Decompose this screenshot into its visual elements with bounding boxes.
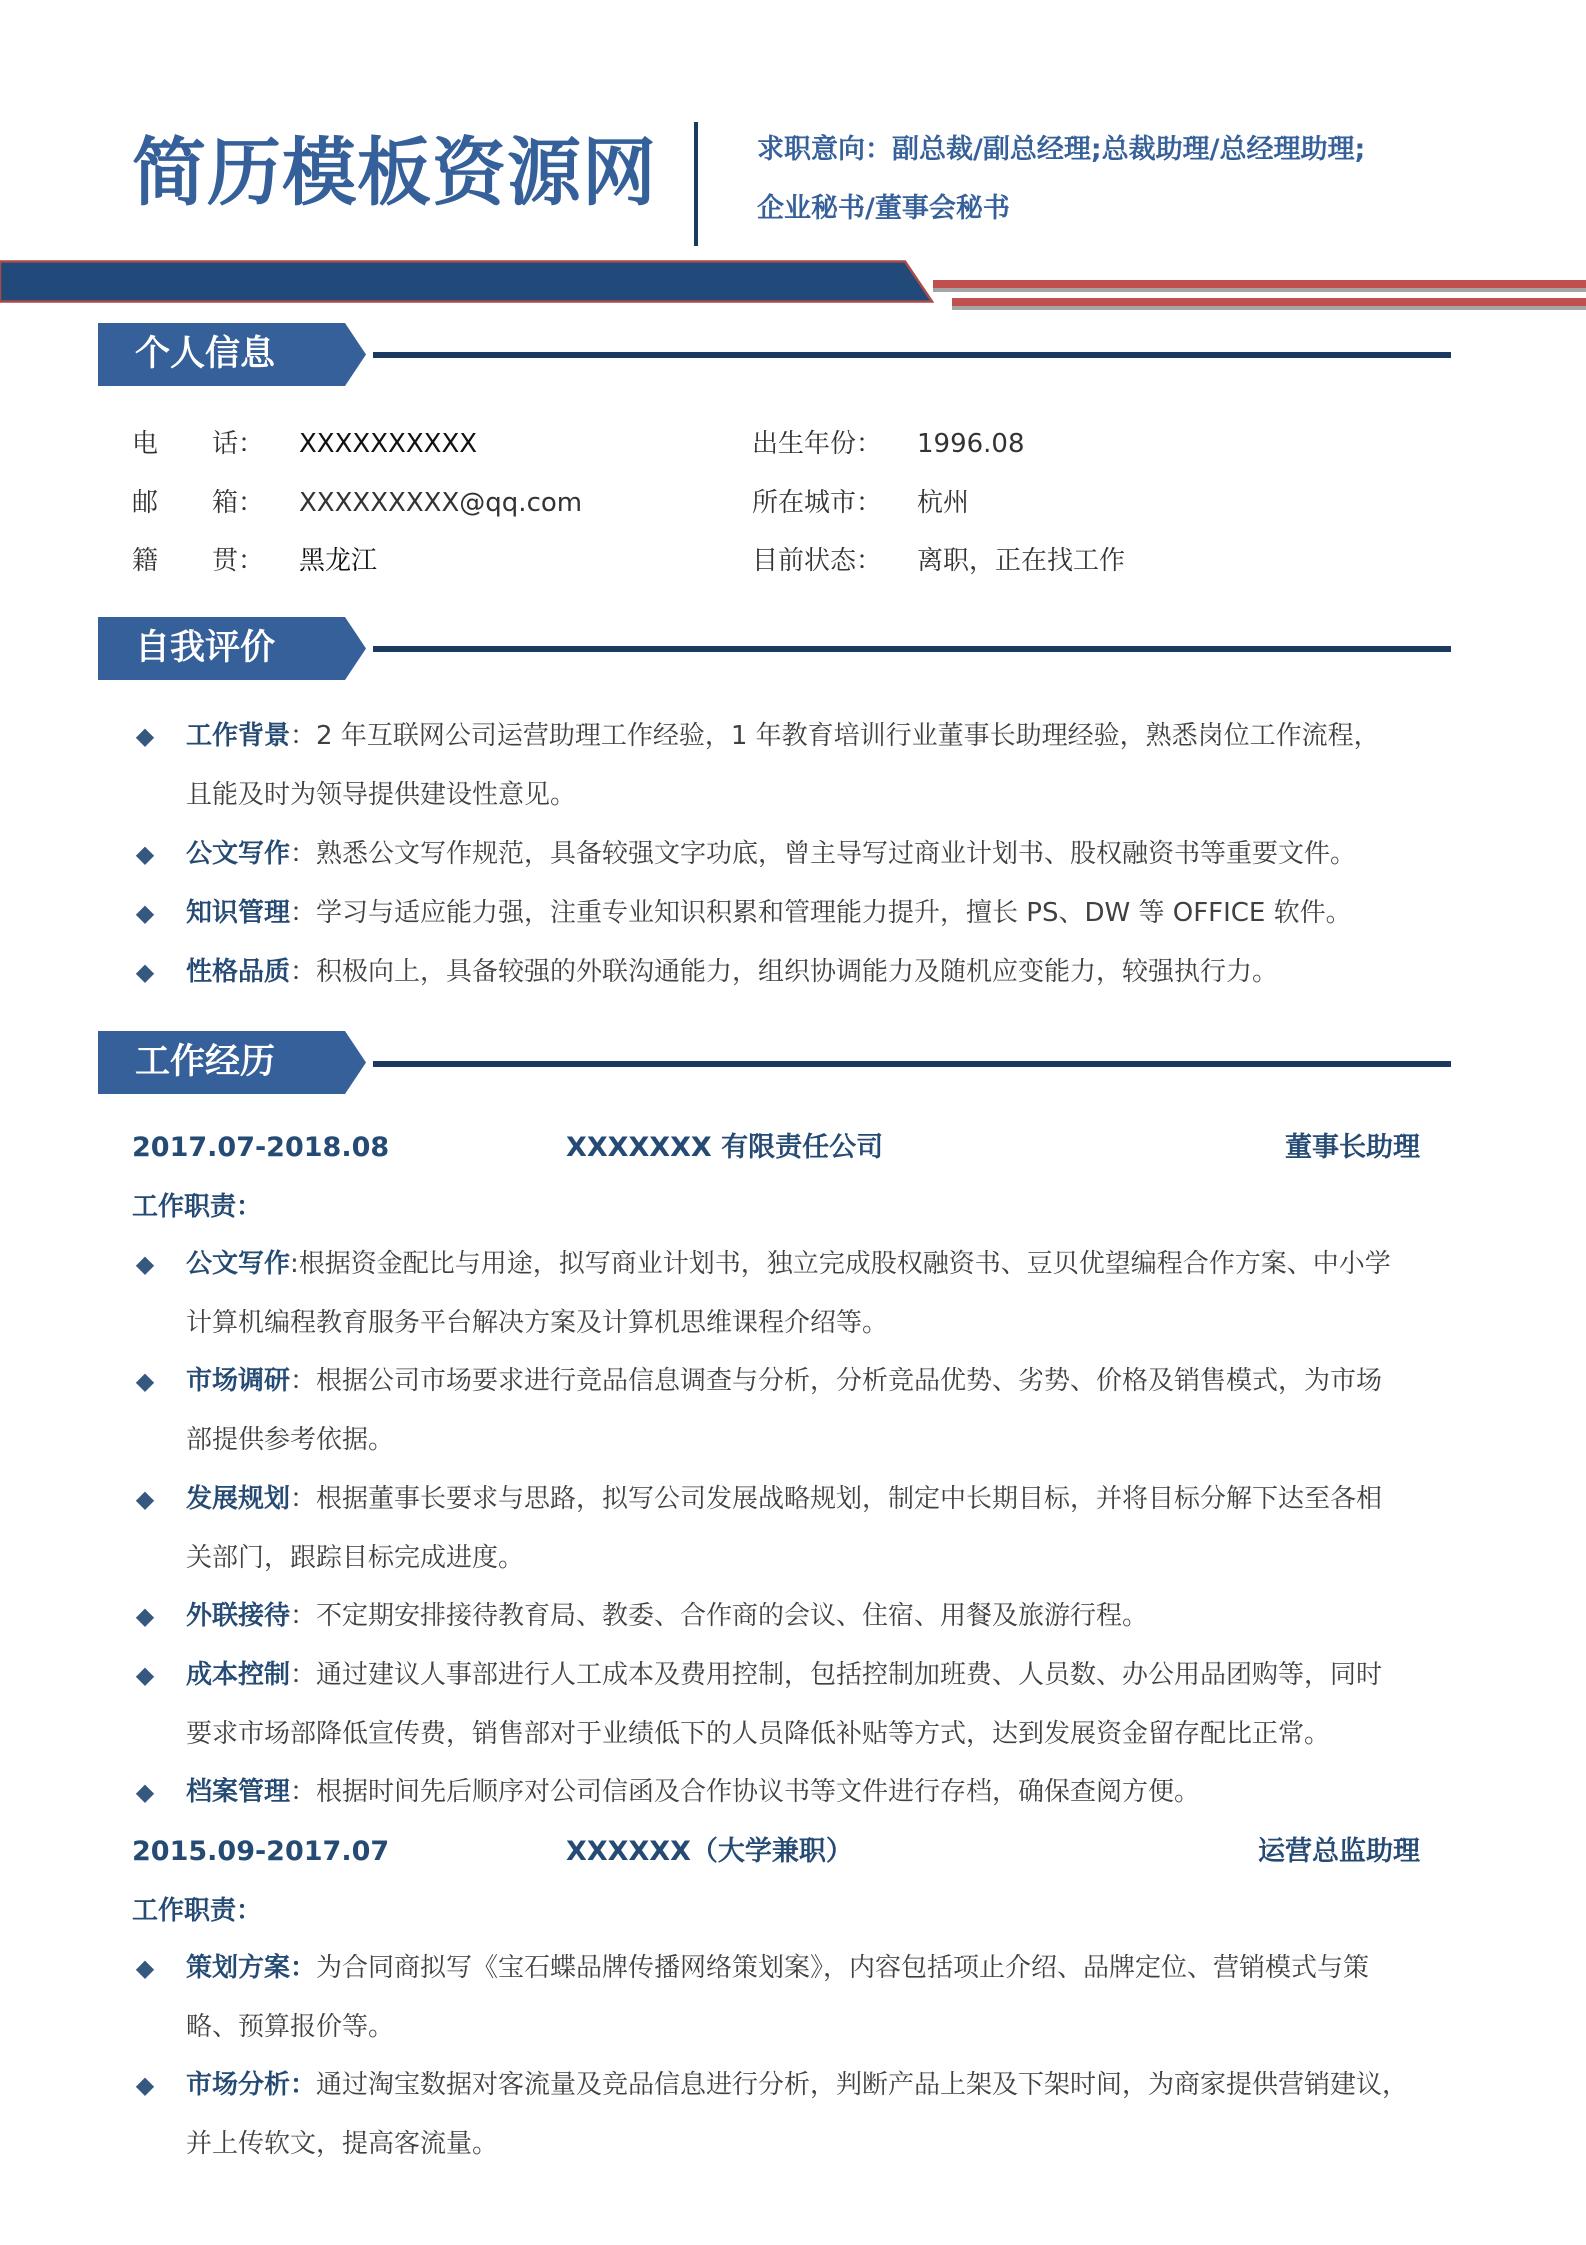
item-text: 根据董事长要求与思路，拟写公司发展战略规划，制定中长期目标，并将目标分解下达至各相 <box>316 1484 1383 1514</box>
city-value: 杭州 <box>917 488 970 518</box>
diamond-bullet-icon: ◆ <box>135 1367 155 1395</box>
section-title: 个人信息 <box>135 334 276 374</box>
item-text: 根据资金配比与用途，拟写商业计划书，独立完成股权融资书、豆贝优望编程合作方案、中小学 <box>298 1249 1391 1279</box>
item-text-cont: 计算机编程教育服务平台解决方案及计算机思维课程介绍等。 <box>186 1308 889 1338</box>
job-role: 董事长助理 <box>1285 1132 1420 1163</box>
item-text: 根据公司市场要求进行竞品信息调查与分析，分析竞品优势、劣势、价格及销售模式，为市场 <box>316 1366 1383 1396</box>
section-title: 自我评价 <box>135 628 276 668</box>
item-text: 通过淘宝数据对客流量及竞品信息进行分析，判断产品上架及下架时间，为商家提供营销建议， <box>316 2070 1409 2100</box>
header-band <box>0 260 934 303</box>
info-label: 贯： <box>212 546 265 576</box>
item-sep: ： <box>290 839 317 869</box>
email-value: XXXXXXXXX@qq.com <box>299 488 583 518</box>
item-key: 知识管理 <box>186 898 291 928</box>
info-label: 邮 <box>132 488 159 518</box>
info-label: 箱： <box>212 488 265 518</box>
item-text-cont: 略、预算报价等。 <box>186 2012 395 2042</box>
section-rule <box>373 1061 1451 1067</box>
section-header-personal-info <box>98 323 368 386</box>
item-sep: ： <box>290 721 317 751</box>
status-value: 离职，正在找工作 <box>917 546 1126 576</box>
info-label: 出生年份： <box>752 429 883 459</box>
section-title: 工作经历 <box>135 1042 276 1082</box>
item-text: 不定期安排接待教育局、教委、合作商的会议、住宿、用餐及旅游行程。 <box>316 1601 1149 1631</box>
item-key: 成本控制 <box>186 1660 291 1690</box>
job-role: 运营总监助理 <box>1258 1836 1420 1867</box>
item-sep: ： <box>290 1366 317 1396</box>
info-label: 所在城市： <box>752 488 883 518</box>
section-header-work-experience <box>98 1031 368 1094</box>
item-sep: ： <box>290 1777 317 1807</box>
item-text-cont: 关部门，跟踪目标完成进度。 <box>186 1543 525 1573</box>
item-key: 工作背景 <box>186 721 291 751</box>
item-text-cont: 部提供参考依据。 <box>186 1425 395 1455</box>
duty-label: 工作职责： <box>132 1192 263 1222</box>
item-key: 策划方案： <box>186 1953 317 1983</box>
item-key: 市场调研 <box>186 1366 291 1396</box>
diamond-bullet-icon: ◆ <box>135 1954 155 1982</box>
header-divider <box>694 122 698 246</box>
item-text-cont: 要求市场部降低宣传费，销售部对于业绩低下的人员降低补贴等方式，达到发展资金留存配比正常。 <box>186 1719 1331 1749</box>
item-text: 根据时间先后顺序对公司信函及合作协议书等文件进行存档，确保查阅方便。 <box>316 1777 1201 1807</box>
job-period: 2017.07-2018.08 <box>132 1132 390 1163</box>
section-rule <box>373 646 1451 652</box>
info-label: 籍 <box>132 546 159 576</box>
job-company: XXXXXX（大学兼职） <box>566 1836 853 1867</box>
self-eval-item <box>132 707 1422 825</box>
item-key: 市场分析： <box>186 2070 317 2100</box>
item-text: 熟悉公文写作规范，具备较强文字功底，曾主导写过商业计划书、股权融资书等重要文件。 <box>316 839 1357 869</box>
birth-year-value: 1996.08 <box>917 429 1025 459</box>
section-header-self-evaluation <box>98 617 368 680</box>
diamond-bullet-icon: ◆ <box>135 899 155 927</box>
item-key: 档案管理 <box>186 1777 291 1807</box>
item-key: 公文写作 <box>186 839 291 869</box>
hometown-value: 黑龙江 <box>299 546 378 576</box>
info-label: 话： <box>212 429 265 459</box>
diamond-bullet-icon: ◆ <box>135 722 155 750</box>
diamond-bullet-icon: ◆ <box>135 840 155 868</box>
duty-label: 工作职责： <box>132 1896 263 1926</box>
item-sep: ： <box>290 1484 317 1514</box>
job-intent-line-1: 求职意向：副总裁/副总经理;总裁助理/总经理助理; <box>757 134 1366 165</box>
item-text: 2 年互联网公司运营助理工作经验，1 年教育培训行业董事长助理经验，熟悉岗位工作流程， <box>316 721 1380 751</box>
item-sep: ： <box>290 1660 317 1690</box>
item-key: 公文写作 <box>186 1249 291 1279</box>
item-text: 学习与适应能力强，注重专业知识积累和管理能力提升，擅长 PS、DW 等 OFFICE 软件。 <box>316 898 1352 928</box>
item-text: 通过建议人事部进行人工成本及费用控制，包括控制加班费、人员数、办公用品团购等，同时 <box>316 1660 1383 1690</box>
item-sep: : <box>290 1249 299 1279</box>
item-text: 积极向上，具备较强的外联沟通能力，组织协调能力及随机应变能力，较强执行力。 <box>316 957 1279 987</box>
item-text: 为合同商拟写《宝石蝶品牌传播网络策划案》，内容包括项止介绍、品牌定位、营销模式与策 <box>316 1953 1370 1983</box>
item-text-cont: 并上传软文，提高客流量。 <box>186 2129 499 2159</box>
diamond-bullet-icon: ◆ <box>135 1485 155 1513</box>
info-label: 目前状态： <box>752 546 883 576</box>
header-stripe-bottom <box>952 298 1586 306</box>
diamond-bullet-icon: ◆ <box>135 1661 155 1689</box>
info-label: 电 <box>132 429 159 459</box>
item-sep: ： <box>290 957 317 987</box>
item-sep: ： <box>290 1601 317 1631</box>
brand-title: 简历模板资源网 <box>132 130 657 216</box>
diamond-bullet-icon: ◆ <box>135 1602 155 1630</box>
job-company: XXXXXXX 有限责任公司 <box>566 1132 884 1163</box>
item-key: 性格品质 <box>186 957 291 987</box>
job-intent-line-2: 企业秘书/董事会秘书 <box>757 193 1010 224</box>
item-key: 发展规划 <box>186 1484 291 1514</box>
item-sep: ： <box>290 898 317 928</box>
item-key: 外联接待 <box>186 1601 291 1631</box>
section-rule <box>373 352 1451 358</box>
item-text-cont: 且能及时为领导提供建设性意见。 <box>186 780 577 810</box>
job-period: 2015.09-2017.07 <box>132 1836 390 1867</box>
diamond-bullet-icon: ◆ <box>135 2071 155 2099</box>
diamond-bullet-icon: ◆ <box>135 1250 155 1278</box>
diamond-bullet-icon: ◆ <box>135 1778 155 1806</box>
phone-value: XXXXXXXXXX <box>299 429 478 459</box>
diamond-bullet-icon: ◆ <box>135 958 155 986</box>
header-stripe-top <box>933 280 1586 288</box>
